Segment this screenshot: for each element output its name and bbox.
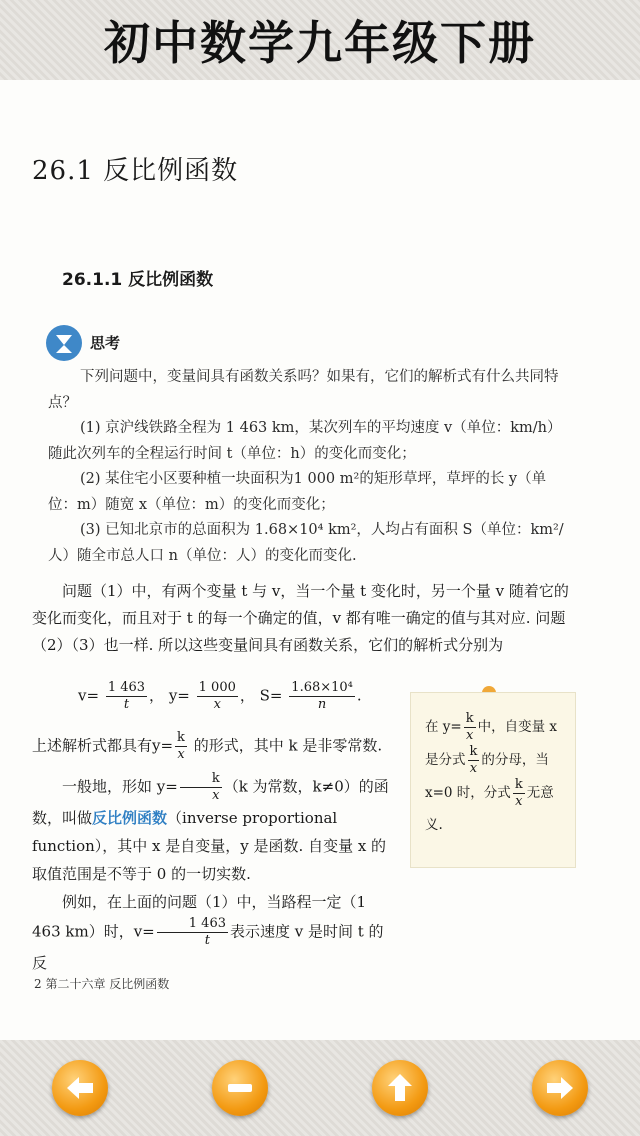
think-item-1: (1) 京沪线铁路全程为 1 463 km，某次列车的平均速度 v（单位：km/h）随此次列车的全程运行时间 t（单位：h）的变化而变化；: [48, 420, 562, 462]
forward-button[interactable]: [532, 1060, 588, 1116]
example-sentence: 例如，在上面的问题（1）中，当路程一定（1 463 km）时，v= $\frac{1 463}{t}$ 表示速度 v 是时间 t 的反: [32, 893, 384, 972]
back-button[interactable]: [52, 1060, 108, 1116]
formula-s-frac: $\frac{\text{1.68×10⁴}}{n}$: [291, 680, 353, 712]
formula-y-lhs: y=: [168, 686, 190, 705]
think-icon: [46, 325, 82, 361]
definition-sentence: 一般地，形如 y= $\frac{k}{x}$ （k 为常数，k≠0）的函数，叫做反比例函数（inverse proportional function），其中 x 是自变量，y 是函数. 自变量 x 的取值范围是不等于 0 的一切实数.: [32, 771, 389, 883]
zoom-out-button[interactable]: [212, 1060, 268, 1116]
page-footer: 2 第二十六章 反比例函数: [34, 977, 170, 991]
formula-v-lhs: v=: [78, 686, 100, 705]
bottom-toolbar: [0, 1040, 640, 1136]
app-title: 初中数学九年级下册: [104, 16, 536, 70]
minus-icon: [223, 1071, 257, 1105]
term-highlight: 反比例函数: [92, 809, 168, 827]
think-box: [48, 365, 564, 569]
up-button[interactable]: [372, 1060, 428, 1116]
section-title: 26.1.1 反比例函数: [62, 270, 214, 290]
formula-s-lhs: S=: [259, 686, 283, 705]
think-item-3: (3) 已知北京市的总面积为 1.68×10⁴ km²，人均占有面积 S（单位：km²/人）随全市总人口 n（单位：人）的变化而变化.: [48, 522, 564, 564]
body-paragraph: [32, 578, 582, 659]
body-text-1: 问题（1）中，有两个变量 t 与 v，当一个量 t 变化时，另一个量 v 随着它的变化而变化，而且对于 t 的每一个确定的值，v 都有唯一确定的值与其对应. 问题（2）（3）也一样. 所以这些变量间具有函数关系，它们的解析式分别为: [32, 582, 569, 654]
think-question: 下列问题中，变量间具有函数关系吗？如果有，它们的解析式有什么共同特点？: [48, 369, 559, 411]
title-bar: [0, 0, 640, 80]
definition-column: [32, 730, 392, 977]
side-note: 在 y= $\frac{k}{x}$ 中，自变量 x 是分式 $\frac{k}{x}$ 的分母，当 x=0 时，分式 $\frac{k}{x}$ 无意义.: [410, 692, 576, 868]
formula-v-frac: $\frac{1 463}{t}$: [107, 680, 146, 712]
formula-y-frac: $\frac{1 000}{x}$: [198, 680, 236, 712]
form-sentence: 上述解析式都具有y= $\frac{k}{x}$ 的形式，其中 k 是非零常数.: [32, 730, 383, 762]
formula-line: v= $\frac{1 463}{t}$ ， y= $\frac{1 000}{x}$ ， S= $\frac{\text{1.68×10⁴}}{n}$ .: [78, 680, 362, 712]
forward-arrow-icon: [543, 1071, 577, 1105]
think-item-2: (2) 某住宅小区要种植一块面积为1 000 m²的矩形草坪，草坪的长 y（单位：m）随宽 x（单位：m）的变化而变化；: [48, 471, 547, 513]
up-arrow-icon: [383, 1071, 417, 1105]
book-page[interactable]: [0, 80, 640, 1040]
back-arrow-icon: [63, 1071, 97, 1105]
chapter-title: 26.1 反比例函数: [32, 156, 239, 186]
think-label: 思考: [90, 334, 121, 352]
